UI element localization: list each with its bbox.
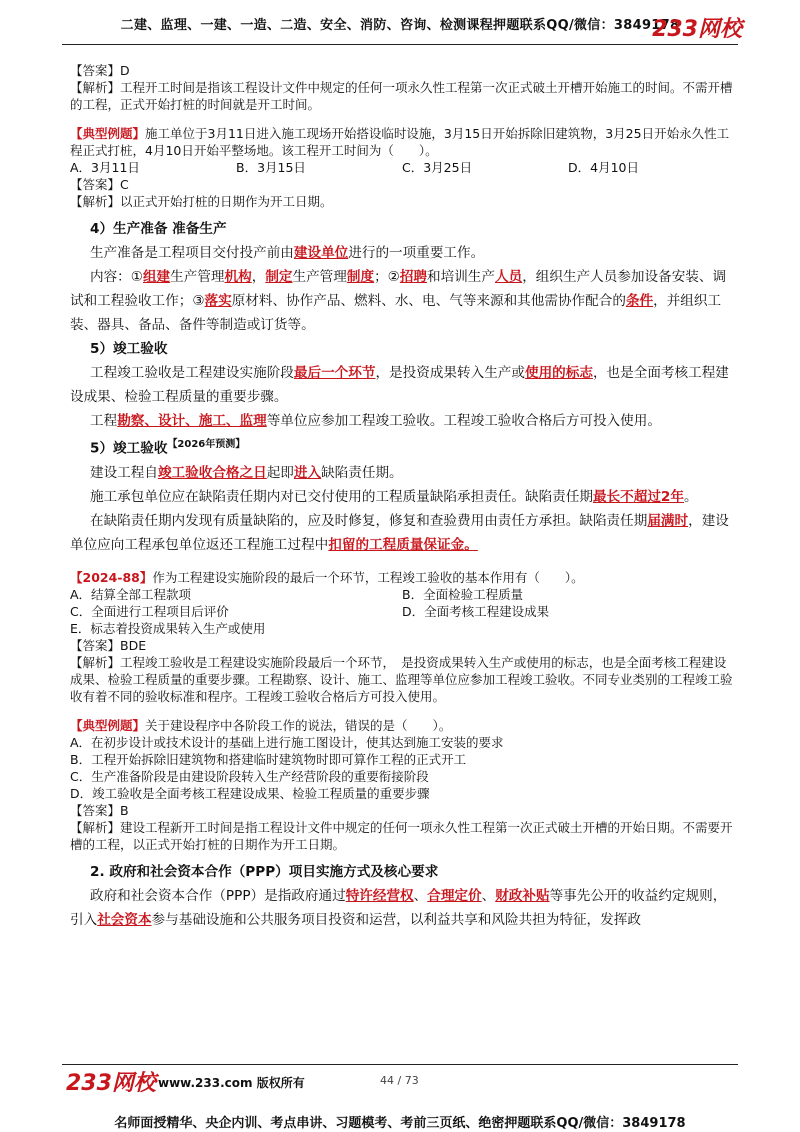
b3-explanation: 【解析】工程竣工验收是工程建设实施阶段最后一个环节， 是投资成果转入生产或使用的标志，也是全面考核工程建设成果、检验工程质量的重要步骤。工程勘察、设计、施工、监理等单位应参加工程竣工验收。不同专业类别的工程竣工验收有着不同的验收标准和程序。工程竣工验收合格后方可投入使用。 [70, 654, 733, 704]
footer-logo: 233网校 [66, 1071, 156, 1096]
option-item: A．结算全部工程款项 [70, 586, 192, 602]
heading-completion-acceptance: 5）竣工验收 [90, 341, 168, 357]
footer-rule [62, 1064, 738, 1065]
para-ppp: 政府和社会资本合作（PPP）是指政府通过特许经营权、合理定价、财政补贴等事先公开的收益约定规则，引入社会资本参与基础设施和公共服务项目投资和运营，以利益共享和风险共担为特征，发挥政 [70, 887, 727, 928]
para-defect-2: 施工承包单位应在缺陷责任期内对已交付使用的工程质量缺陷承担责任。缺陷责任期最长不超过2年。 [90, 488, 698, 505]
option-item: B．工程开始拆除旧建筑物和搭建临时建筑物时即可算作工程的正式开工 [70, 751, 467, 767]
b3-answer: 【答案】BDE [70, 637, 147, 653]
header-contact-text: 二建、监理、一建、一造、二造、安全、消防、咨询、检测课程押题联系QQ/微信：3849178 [120, 18, 680, 33]
option-item: D．4月10日 [568, 160, 639, 175]
b4-explanation: 【解析】建设工程新开工时间是指工程设计文件中规定的任何一项永久性工程第一次正式破土开槽的开始日期。不需要开槽的工程，以正式开始打桩的日期作为开工日期。 [70, 819, 733, 852]
para-production-prep: 生产准备是工程项目交付投产前由建设单位进行的一项重要工作。 [90, 245, 485, 261]
b3-options [70, 586, 734, 637]
heading-completion-acceptance-2: 5）竣工验收$^{【2026年预测】}$ [90, 439, 246, 457]
b2-options [70, 159, 734, 176]
b4-question: 【典型例题】关于建设程序中各阶段工作的说法，错误的是（ ）。 [70, 717, 452, 733]
option-item: B．3月15日 [236, 160, 306, 175]
footer-contact-text: 名师面授精华、央企内训、考点串讲、习题模考、考前三页纸、绝密押题联系QQ/微信：3849178 [114, 1116, 686, 1131]
page-number: 44 / 73 [380, 1074, 419, 1087]
para-defect-3: 在缺陷责任期内发现有质量缺陷的，应及时修复，修复和查验费用由责任方承担。缺陷责任期届满时，建设单位应向工程承包单位返还工程施工过程中扣留的工程质量保证金。 [70, 512, 729, 553]
para-defect-1: 建设工程自竣工验收合格之日起即进入缺陷责任期。 [90, 464, 403, 481]
page-content [70, 62, 734, 932]
b1-explanation: 【解析】工程开工时间是指该工程设计文件中规定的任何一项永久性工程第一次正式破土开槽开始施工的时间。不需开槽的工程，正式开始打桩的时间就是开工时间。 [70, 80, 733, 112]
page-footer [0, 1066, 800, 1132]
para-completion-2: 工程勘察、设计、施工、监理等单位应参加工程竣工验收。工程竣工验收合格后方可投入使用。 [90, 413, 661, 429]
page-header [0, 0, 800, 48]
b1-answer: 【答案】D [70, 63, 130, 78]
prediction-badge: 【2026年预测】 [167, 439, 246, 450]
b2-explanation: 【解析】以正式开始打桩的日期作为开工日期。 [70, 194, 333, 209]
option-item: A．3月11日 [70, 160, 140, 175]
option-item: E．标志着投资成果转入生产或使用 [70, 620, 266, 636]
option-item: C．全面进行工程项目后评价 [70, 603, 229, 619]
b2-tag: 【典型例题】 [70, 126, 146, 141]
para-completion-1: 工程竣工验收是工程建设实施阶段最后一个环节，是投资成果转入生产或使用的标志，也是全面考核工程建设成果、检验工程质量的重要步骤。 [70, 365, 729, 405]
option-item: B．全面检验工程质量 [402, 586, 524, 602]
b2-answer: 【答案】C [70, 177, 129, 192]
heading-ppp: 2. 政府和社会资本合作（PPP）项目实施方式及核心要求 [90, 863, 439, 880]
footer-site: www.233.com 版权所有 [158, 1076, 305, 1090]
b3-question: 【2024-88】作为工程建设实施阶段的最后一个环节，工程竣工验收的基本作用有（ ）。 [70, 569, 584, 585]
header-rule [62, 44, 738, 45]
option-item: D．全面考核工程建设成果 [402, 603, 550, 619]
para-production-content: 内容：①组建生产管理机构，制定生产管理制度；②招聘和培训生产人员，组织生产人员参加设备安装、调试和工程验收工作；③落实原材料、协作产品、燃料、水、电、气等来源和其他需协作配合的条件，并组织工装、器具、备品、备件等制造或订货等。 [70, 269, 727, 333]
b4-tag: 【典型例题】 [70, 717, 146, 733]
option-item: C．生产准备阶段是由建设阶段转入生产经营阶段的重要衔接阶段 [70, 768, 429, 784]
option-item: D．竣工验收是全面考核工程建设成果、检验工程质量的重要步骤 [70, 785, 430, 801]
b2-question: 【典型例题】施工单位于3月11日进入施工现场开始搭设临时设施，3月15日开始拆除旧建筑物，3月25日开始永久性工程正式打桩，4月10日开始平整场地。该工程开工时间为（ ）。 [70, 126, 730, 158]
option-item: A．在初步设计或技术设计的基础上进行施工图设计，使其达到施工安装的要求 [70, 734, 504, 750]
heading-production-prep: 4）生产准备 准备生产 [90, 221, 227, 237]
header-logo: 233网校 [652, 17, 742, 42]
b3-tag: 【2024-88】 [70, 569, 153, 585]
option-item: C．3月25日 [402, 160, 473, 175]
b4-answer: 【答案】B [70, 802, 129, 818]
